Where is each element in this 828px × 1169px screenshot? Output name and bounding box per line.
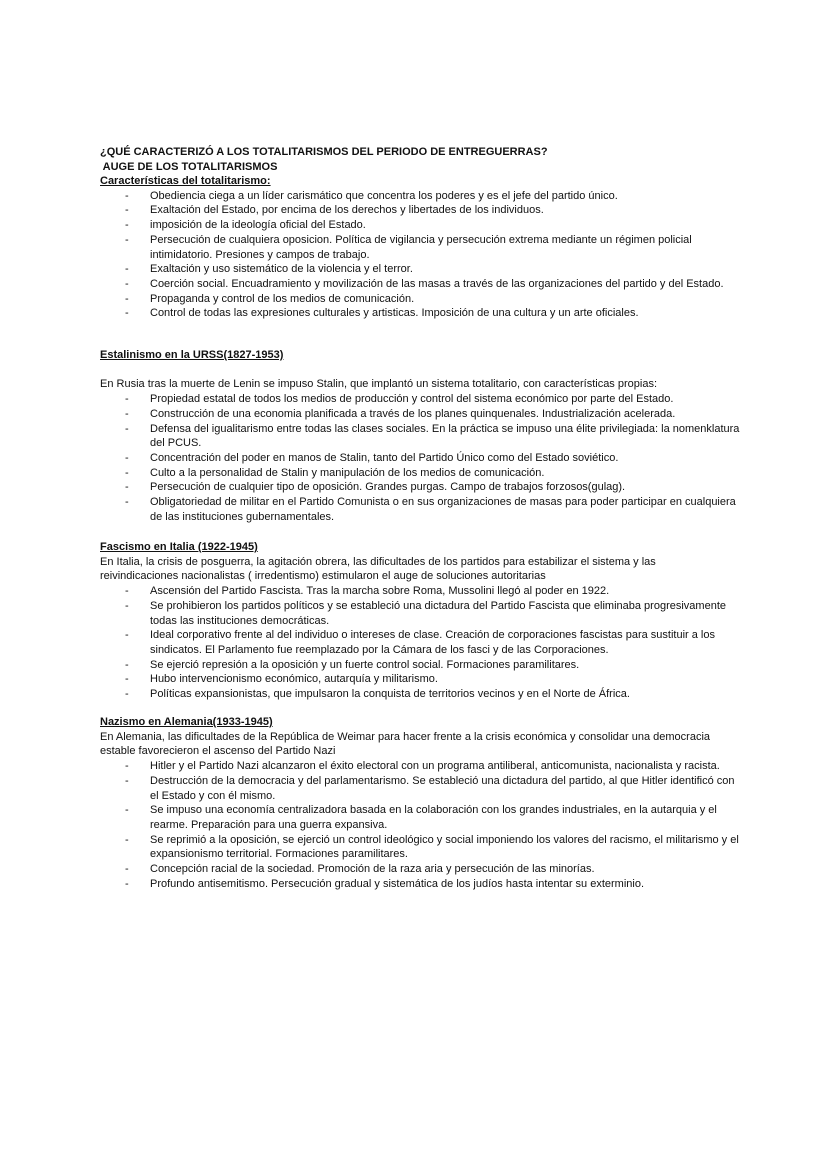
- list-item: - Persecución de cualquiera oposicion. Política de vigilancia y persecución extrema mediante un régimen policial intimidatorio. Presiones y campos de trabajo.: [100, 233, 740, 262]
- list-item: - Construcción de una economia planificada a través de los planes quinquenales. Industrialización acelerada.: [100, 407, 740, 422]
- section-nazism: [100, 715, 739, 891]
- list-item: - Destrucción de la democracia y del parlamentarismo. Se estableció una dictadura del partido, al que Hitler identificó con el Estado y con él mismo.: [100, 774, 740, 803]
- list-item: - Políticas expansionistas, que impulsaron la conquista de territorios vecinos y en el Norte de África.: [100, 687, 740, 702]
- list-item: - Defensa del igualitarismo entre todas las clases sociales. En la práctica se impuso una élite privilegiada: la nomenklatura del PCUS.: [100, 422, 740, 451]
- list-item: - Ascensión del Partido Fascista. Tras la marcha sobre Roma, Mussolini llegó al poder en 1922.: [100, 584, 740, 599]
- list-item: - Concentración del poder en manos de Stalin, tanto del Partido Único como del Estado soviético.: [100, 451, 740, 466]
- list-item: - Culto a la personalidad de Stalin y manipulación de los medios de comunicación.: [100, 466, 740, 481]
- list-item: - imposición de la ideología oficial del Estado.: [100, 218, 740, 233]
- bullet-list: [100, 759, 739, 891]
- list-item: - Propiedad estatal de todos los medios de producción y control del sistema económico por parte del Estado.: [100, 392, 740, 407]
- section-heading: Fascismo en Italia (1922-1945): [100, 541, 258, 553]
- section-fascism: [100, 540, 730, 702]
- document-subtitle: AUGE DE LOS TOTALITARISMOS: [100, 160, 278, 173]
- section-heading: Nazismo en Alemania(1933-1945): [100, 716, 273, 728]
- list-item: - Exaltación del Estado, por encima de los derechos y libertades de los individuos.: [100, 203, 740, 218]
- section-heading: Estalinismo en la URSS(1827-1953): [100, 349, 284, 361]
- list-item: - Profundo antisemitismo. Persecución gradual y sistemática de los judíos hasta intentar su exterminio.: [100, 877, 740, 892]
- list-item: - Hitler y el Partido Nazi alcanzaron el éxito electoral con un programa antiliberal, anticomunista, nacionalista y racista.: [100, 759, 740, 774]
- section-characteristics: [100, 174, 730, 321]
- list-item: - Se impuso una economía centralizadora basada en la colaboración con los grandes industriales, en la autarquia y el rearme. Preparación para una guerra expansiva.: [100, 803, 740, 832]
- section-heading: Características del totalitarismo:: [100, 175, 271, 187]
- list-item: - Se reprimió a la oposición, se ejerció un control ideológico y social imponiendo los valores del racismo, el militarismo y el expansionismo territorial. Formaciones paramilitares.: [100, 833, 740, 862]
- list-item: - Concepción racial de la sociedad. Promoción de la raza aria y persecución de las minorías.: [100, 862, 740, 877]
- bullet-list: [100, 392, 740, 524]
- list-item: - Se ejerció represión a la oposición y un fuerte control social. Formaciones paramilitares.: [100, 658, 740, 673]
- bullet-list: [100, 189, 730, 321]
- list-item: - Se prohibieron los partidos políticos y se estableció una dictadura del Partido Fascista que eliminaba progresivamente todas las instituciones democráticas.: [100, 599, 740, 628]
- list-item: - Hubo intervencionismo económico, autarquía y militarismo.: [100, 672, 740, 687]
- list-item: - Propaganda y control de los medios de comunicación.: [100, 292, 740, 307]
- document-header: [100, 145, 730, 174]
- section-stalinism: [100, 348, 740, 524]
- list-item: - Persecución de cualquier tipo de oposición. Grandes purgas. Campo de trabajos forzosos(gulag).: [100, 480, 740, 495]
- section-intro: En Rusia tras la muerte de Lenin se impuso Stalin, que implantó un sistema totalitario, con características propias:: [100, 378, 657, 391]
- list-item: - Exaltación y uso sistemático de la violencia y el terror.: [100, 262, 740, 277]
- bullet-list: [100, 584, 730, 702]
- list-item: - Coerción social. Encuadramiento y movilización de las masas a través de las organizaciones del partido y del Estado.: [100, 277, 740, 292]
- list-item: - Control de todas las expresiones culturales y artisticas. Imposición de una cultura y un arte oficiales.: [100, 306, 740, 321]
- document-title: ¿QUÉ CARACTERIZÓ A LOS TOTALITARISMOS DEL PERIODO DE ENTREGUERRAS?: [100, 146, 548, 158]
- list-item: - Ideal corporativo frente al del individuo o intereses de clase. Creación de corporaciones fascistas para sustituir a los sindicatos. El Parlamento fue reemplazado por la Cámara de los fasci y de las Corporaciones.: [100, 628, 740, 657]
- section-intro: En Italia, la crisis de posguerra, la agitación obrera, las dificultades de los partidos para estabilizar el sistema y las reivindicaciones nacionalistas ( irredentismo) estimularon el auge de soluciones autoritarias: [100, 555, 656, 583]
- list-item: - Obediencia ciega a un líder carismático que concentra los poderes y es el jefe del partido único.: [100, 189, 740, 204]
- list-item: - Obligatoriedad de militar en el Partido Comunista o en sus organizaciones de masas para poder participar en cualquiera de las instituciones gubernamentales.: [100, 495, 740, 524]
- section-intro: En Alemania, las dificultades de la República de Weimar para hacer frente a la crisis económica y consolidar una democracia estable favorecieron el ascenso del Partido Nazi: [100, 730, 711, 758]
